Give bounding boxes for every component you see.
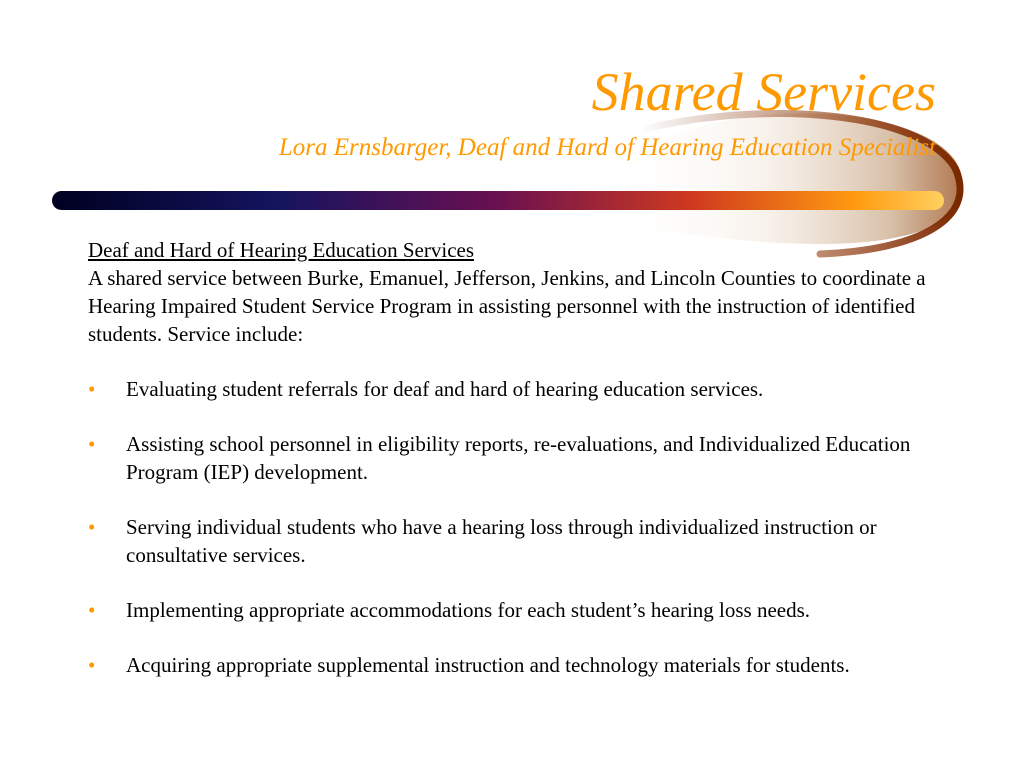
bullet-item	[88, 375, 928, 403]
bullet-icon: •	[88, 432, 96, 456]
bullet-text: Serving individual students who have a hearing loss through individualized instruction or consultative services.	[126, 515, 877, 567]
intro-paragraph: A shared service between Burke, Emanuel, Jefferson, Jenkins, and Lincoln Counties to coordinate a Hearing Impaired Student Service Program in assisting personnel with the instruction of identified students. Service include:	[88, 266, 926, 346]
bullet-item	[88, 651, 928, 679]
bullet-text: Implementing appropriate accommodations for each student’s hearing loss needs.	[126, 598, 811, 622]
bullet-text: Evaluating student referrals for deaf and hard of hearing education services.	[126, 377, 764, 401]
bullet-item	[88, 430, 928, 486]
bullet-icon: •	[88, 598, 96, 622]
bullet-icon: •	[88, 653, 96, 677]
bullet-icon: •	[88, 377, 96, 401]
gradient-bar	[52, 191, 944, 210]
bullet-item	[88, 513, 928, 569]
bullet-icon: •	[88, 515, 96, 539]
bullet-text: Assisting school personnel in eligibility reports, re-evaluations, and Individualized Education Program (IEP) development.	[126, 432, 911, 484]
slide-body	[88, 236, 928, 706]
slide-subtitle: Lora Ernsbarger, Deaf and Hard of Hearing Education Specialist	[278, 134, 936, 161]
section-heading: Deaf and Hard of Hearing Education Services	[88, 238, 475, 262]
bullet-text: Acquiring appropriate supplemental instruction and technology materials for students.	[126, 653, 850, 677]
slide-title: Shared Services	[591, 62, 936, 122]
bullet-item	[88, 596, 928, 624]
bullet-list	[88, 375, 928, 679]
